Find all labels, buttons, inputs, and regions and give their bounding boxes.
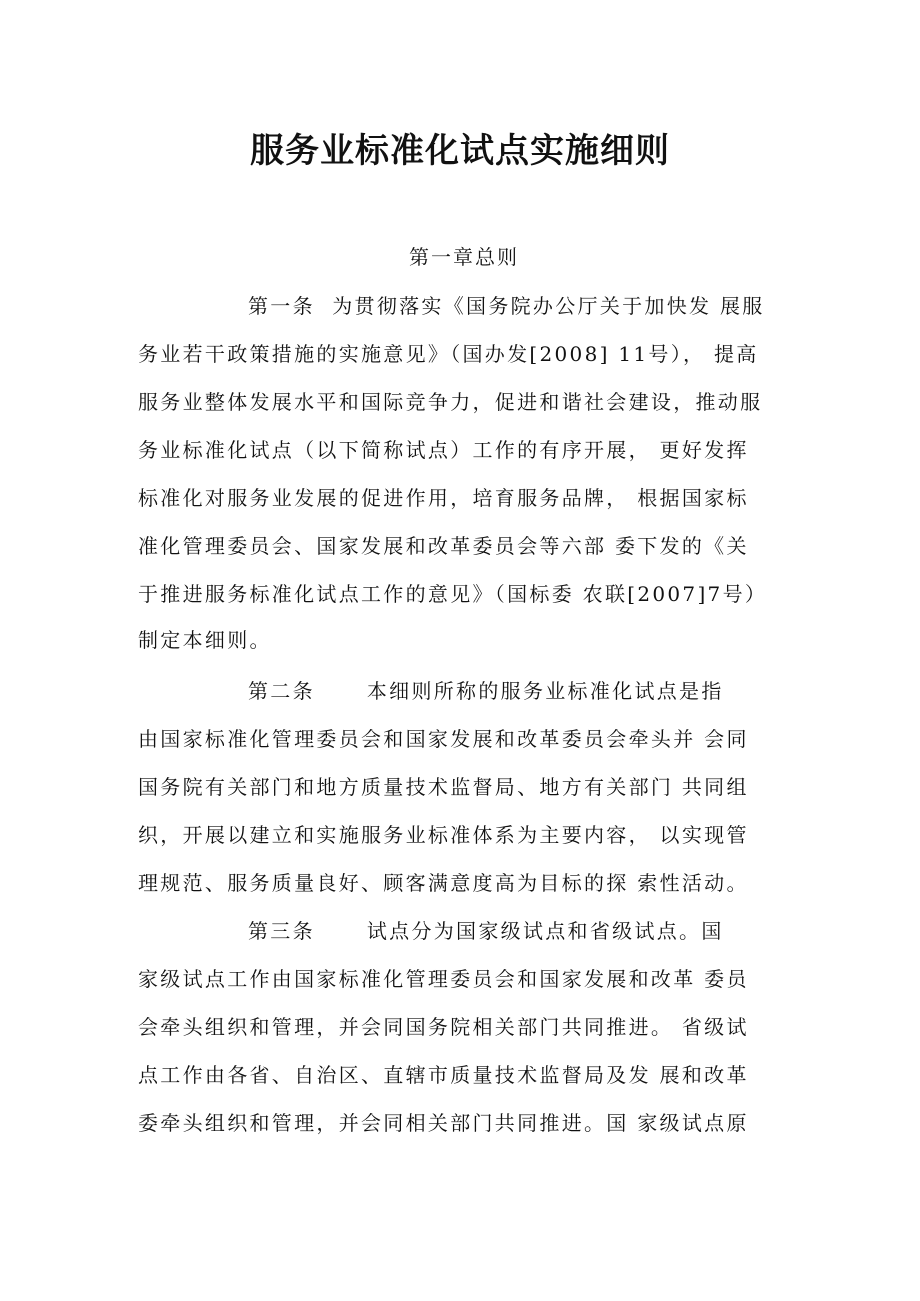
article-1-line: 服务业整体发展水平和国际竞争力，促进和谐社会建设，推动服 (138, 390, 763, 414)
article-2-line: 国务院有关部门和地方质量技术监督局、地方有关部门 共同组 (138, 775, 749, 799)
article-2-line: 第二条 本细则所称的服务业标准化试点是指 (248, 679, 724, 703)
article-1-line: 第一条 为贯彻落实《国务院办公厅关于加快发 展服 (248, 294, 765, 318)
article-1-line: 准化管理委员会、国家发展和改革委员会等六部 委下发的《关 (138, 534, 749, 558)
article-1-line: 于推进服务标准化试点工作的意见》（国标委 农联[2007]7号） (138, 582, 768, 606)
article-3-line: 委牵头组织和管理，并会同相关部门共同推进。国 家级试点原 (138, 1111, 749, 1135)
chapter-heading: 第一章总则 (409, 245, 519, 269)
article-3-line: 第三条 试点分为国家级试点和省级试点。国 (248, 919, 724, 943)
article-1-line: 制定本细则。 (138, 628, 272, 652)
article-2-line: 织，开展以建立和实施服务业标准体系为主要内容， 以实现管 (138, 823, 749, 847)
article-3-line: 会牵头组织和管理，并会同国务院相关部门共同推进。 省级试 (138, 1015, 749, 1039)
article-3-line: 点工作由各省、自治区、直辖市质量技术监督局及发 展和改革 (138, 1063, 749, 1087)
article-3-line: 家级试点工作由国家标准化管理委员会和国家发展和改革 委员 (138, 967, 749, 991)
article-1-line: 务业若干政策措施的实施意见》（国办发[2008] 11号）， 提高 (138, 342, 759, 366)
article-2-line: 理规范、服务质量良好、顾客满意度高为目标的探 索性活动。 (138, 871, 749, 895)
article-1-line: 务业标准化试点（以下简称试点）工作的有序开展， 更好发挥 (138, 438, 749, 462)
article-2-line: 由国家标准化管理委员会和国家发展和改革委员会牵头并 会同 (138, 727, 749, 751)
document-title: 服务业标准化试点实施细则 (250, 131, 670, 171)
article-1-line: 标准化对服务业发展的促进作用，培育服务品牌， 根据国家标 (138, 486, 749, 510)
